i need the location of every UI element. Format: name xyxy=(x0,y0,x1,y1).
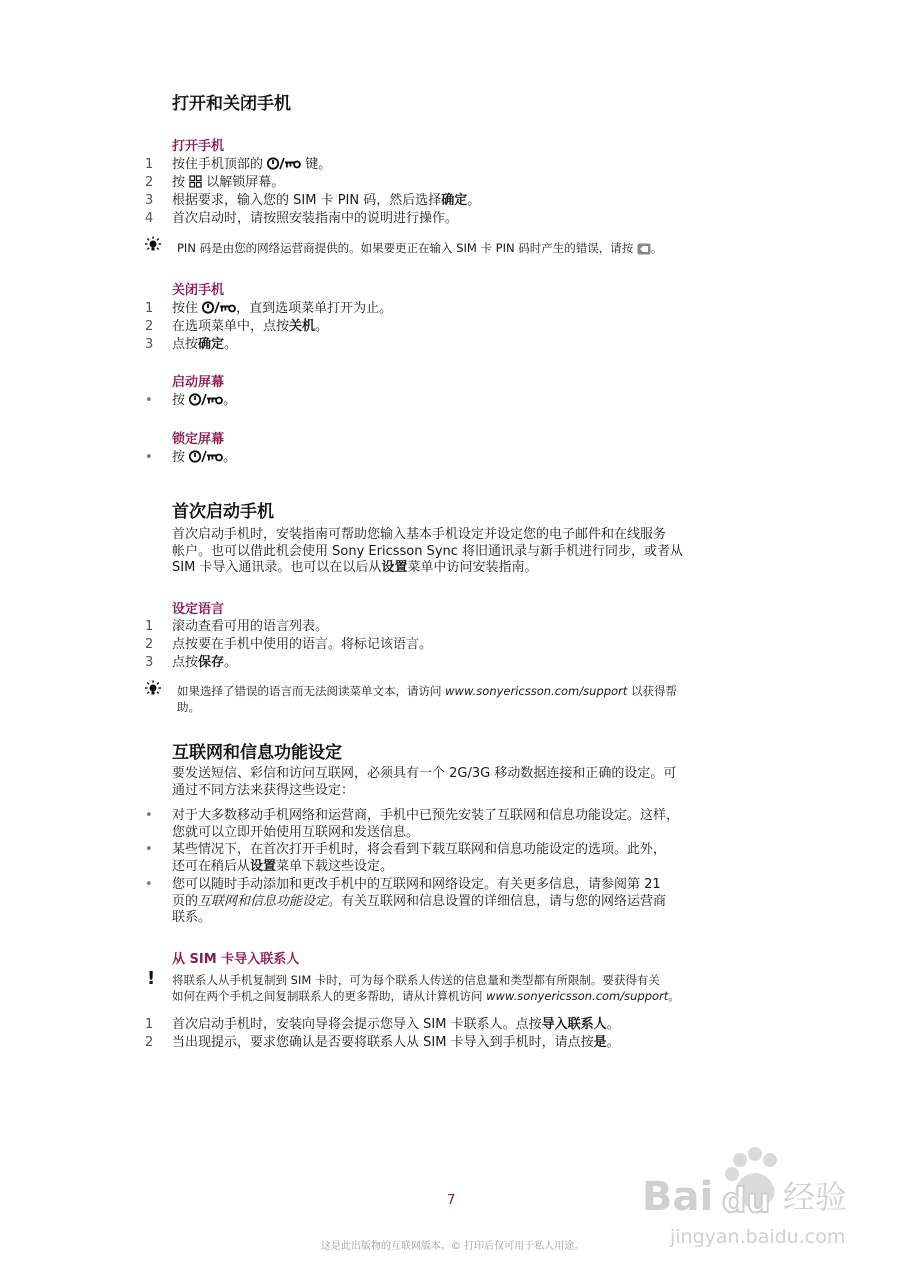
warning-line: 将联系人从手机复制到 SIM 卡时，可为每个联系人传送的信息量和类型都有所限制。要获得有关 xyxy=(172,973,660,987)
paragraph-line: 首次启动手机时，安装指南可帮助您输入基本手机设定并设定您的电子邮件和在线服务 xyxy=(172,527,667,542)
step-text: 。 xyxy=(315,319,329,334)
list-item xyxy=(145,808,765,841)
power-key-icon xyxy=(202,301,236,314)
paragraph-first-start xyxy=(172,527,772,577)
list-item xyxy=(145,637,432,654)
step-number: 3 xyxy=(145,337,154,352)
step-text: 按住手机顶部的 xyxy=(172,157,268,172)
step-number: 1 xyxy=(145,301,154,316)
tip-icon xyxy=(144,236,162,254)
step-text: 。 xyxy=(224,337,238,352)
text: 还可在稍后从 xyxy=(172,858,251,874)
cross-reference-link[interactable]: 互联网和信息功能设定 xyxy=(198,893,329,909)
list-item xyxy=(145,655,237,672)
bullet-text: 某些情况下，在首次打开手机时，将会看到下载互联网和信息功能设定的选项。此外， xyxy=(172,842,667,857)
list-item xyxy=(145,619,328,636)
list-item xyxy=(145,877,765,927)
list-item xyxy=(145,1017,620,1034)
paragraph-line xyxy=(172,560,772,577)
bullet: • xyxy=(145,808,153,823)
tip-text: 如果选择了错误的语言而无法阅读菜单文本，请访问 xyxy=(177,684,446,698)
step-text: 首次启动手机时，安装向导将会提示您导入 SIM 卡联系人。点按 xyxy=(172,1017,542,1032)
text: 如何在两个手机之间复制联系人的更多帮助，请从计算机访问 xyxy=(172,989,487,1003)
support-link[interactable]: www.sonyericsson.com/support xyxy=(445,684,628,698)
text: 。有关互联网和信息设置的详细信息，请与您的网络运营商 xyxy=(328,893,667,909)
step-number: 2 xyxy=(145,319,154,334)
step-text: 滚动查看可用的语言列表。 xyxy=(172,619,329,634)
menu-grid-icon xyxy=(189,175,202,188)
warning-line xyxy=(172,988,762,1004)
bullet: • xyxy=(145,842,153,857)
step-number: 2 xyxy=(145,175,154,190)
step-number: 3 xyxy=(145,655,154,670)
tip-icon xyxy=(144,680,162,698)
bold-text: 设置 xyxy=(381,560,408,575)
step-text: 首次启动时，请按照安装指南中的说明进行操作。 xyxy=(172,211,459,226)
step-bold: 确定 xyxy=(198,337,225,352)
text: 。 xyxy=(668,989,680,1003)
svg-text:Bai: Bai xyxy=(642,1174,714,1220)
svg-text:jingyan.baidu.com: jingyan.baidu.com xyxy=(670,1226,846,1248)
tip-text: PIN 码是由您的网络运营商提供的。如果要更正在输入 SIM 卡 PIN 码时产生的错误，请按 xyxy=(177,241,637,255)
step-number: 3 xyxy=(145,193,154,208)
step-text: 根据要求，输入您的 SIM 卡 PIN 码，然后选择 xyxy=(172,193,442,208)
bullet-text: 联系。 xyxy=(172,910,212,925)
step-text: 按 xyxy=(172,393,190,408)
step-text: 。 xyxy=(223,393,237,408)
backspace-key-icon xyxy=(637,243,651,255)
step-bold: 确定 xyxy=(441,193,468,208)
heading-set-language: 设定语言 xyxy=(172,602,225,617)
list-item xyxy=(145,301,392,318)
step-bold: 是 xyxy=(593,1035,607,1050)
heading-wake-screen: 启动屏幕 xyxy=(172,375,225,390)
list-item xyxy=(145,175,284,192)
step-text: 。 xyxy=(223,450,237,465)
step-text: 。 xyxy=(606,1017,620,1032)
footer-copyright: 这是此出版物的互联网版本。© 打印后仅可用于私人用途。 xyxy=(320,1241,585,1252)
step-number: 4 xyxy=(145,211,154,226)
list-item xyxy=(145,193,480,210)
tip-line: 助。 xyxy=(177,700,200,714)
power-key-icon xyxy=(189,393,223,406)
step-text: 点按要在手机中使用的语言。将标记该语言。 xyxy=(172,637,433,652)
power-key-icon xyxy=(267,157,301,170)
section-title-internet: 互联网和信息功能设定 xyxy=(172,743,342,763)
step-bold: 导入联系人 xyxy=(541,1017,607,1032)
step-text: 。 xyxy=(606,1035,620,1050)
tip-language xyxy=(177,683,757,715)
list-item xyxy=(145,211,458,228)
paragraph-line: 通过不同方法来获得这些设定： xyxy=(172,782,355,798)
baidu-jingyan-watermark-logo xyxy=(640,1140,880,1270)
paragraph-internet xyxy=(172,766,772,799)
bullet-text: 您就可以立即开始使用互联网和发送信息。 xyxy=(172,824,420,840)
step-text: 按 xyxy=(172,175,190,190)
tip-line xyxy=(177,683,757,699)
step-text: 按住 xyxy=(172,301,203,316)
step-text: ，直到选项菜单打开为止。 xyxy=(236,301,393,316)
step-number: 2 xyxy=(145,1035,154,1050)
list-item xyxy=(145,393,236,410)
step-number: 1 xyxy=(145,619,154,634)
svg-text:经验: 经验 xyxy=(783,1178,848,1216)
step-text: 当出现提示，要求您确认是否要将联系人从 SIM 卡导入到手机时，请点按 xyxy=(172,1035,594,1050)
page-number: 7 xyxy=(447,1193,456,1208)
heading-import-sim: 从 SIM 卡导入联系人 xyxy=(172,952,300,967)
tip-text: 。 xyxy=(650,241,663,255)
bullet-text: 对于大多数移动手机网络和运营商，手机中已预先安装了互联网和信息功能设定。这样， xyxy=(172,808,680,823)
paragraph-line: 帐户。也可以借此机会使用 Sony Ericsson Sync 将旧通讯录与新手机进行同步，或者从 xyxy=(172,543,684,559)
step-text: 按 xyxy=(172,450,190,465)
support-link[interactable]: www.sonyericsson.com/support xyxy=(486,989,669,1003)
list-item xyxy=(145,337,237,354)
power-key-icon xyxy=(189,450,223,463)
paragraph-line: 要发送短信、彩信和访问互联网，必须具有一个 2G/3G 移动数据连接和正确的设定。可 xyxy=(172,766,677,781)
step-number: 1 xyxy=(145,1017,154,1032)
step-text: 在选项菜单中，点按 xyxy=(172,319,290,334)
bullet-line xyxy=(145,859,765,876)
bold-text: 设置 xyxy=(250,858,277,874)
heading-power-on: 打开手机 xyxy=(172,139,225,154)
text: SIM 卡导入通讯录。也可以在以后从 xyxy=(172,560,382,575)
step-text: 点按 xyxy=(172,337,199,352)
step-bold: 保存 xyxy=(198,655,225,670)
step-bold: 关机 xyxy=(289,319,316,334)
list-item xyxy=(145,842,765,875)
bullet: • xyxy=(145,450,153,465)
heading-lock-screen: 锁定屏幕 xyxy=(172,432,225,447)
list-item xyxy=(145,1035,620,1052)
heading-power-off: 关闭手机 xyxy=(172,283,225,298)
step-text: 。 xyxy=(467,193,481,208)
step-number: 2 xyxy=(145,637,154,652)
bullet: • xyxy=(145,877,153,892)
tip-text: 以获得帮 xyxy=(627,684,677,698)
section-title-first-start: 首次启动手机 xyxy=(172,502,274,522)
tip-pin xyxy=(177,240,777,256)
section-title-power: 打开和关闭手机 xyxy=(172,94,291,114)
text: 菜单下载这些设定。 xyxy=(276,858,394,874)
step-text: 键。 xyxy=(301,157,332,172)
warning-note xyxy=(172,972,762,1004)
warning-icon: ! xyxy=(147,968,156,989)
step-number: 1 xyxy=(145,157,154,172)
step-text: 以解锁屏幕。 xyxy=(202,175,285,190)
list-item xyxy=(145,450,236,467)
list-item xyxy=(145,319,328,336)
text: 页的 xyxy=(172,893,199,909)
text: 菜单中访问安装指南。 xyxy=(407,560,538,575)
bullet-text: 您可以随时手动添加和更改手机中的互联网和网络设定。有关更多信息，请参阅第 21 xyxy=(172,877,661,892)
bullet-line xyxy=(145,894,765,911)
svg-text:du: du xyxy=(722,1181,771,1221)
list-item xyxy=(145,157,331,174)
step-text: 点按 xyxy=(172,655,199,670)
step-text: 。 xyxy=(224,655,238,670)
bullet: • xyxy=(145,393,153,408)
